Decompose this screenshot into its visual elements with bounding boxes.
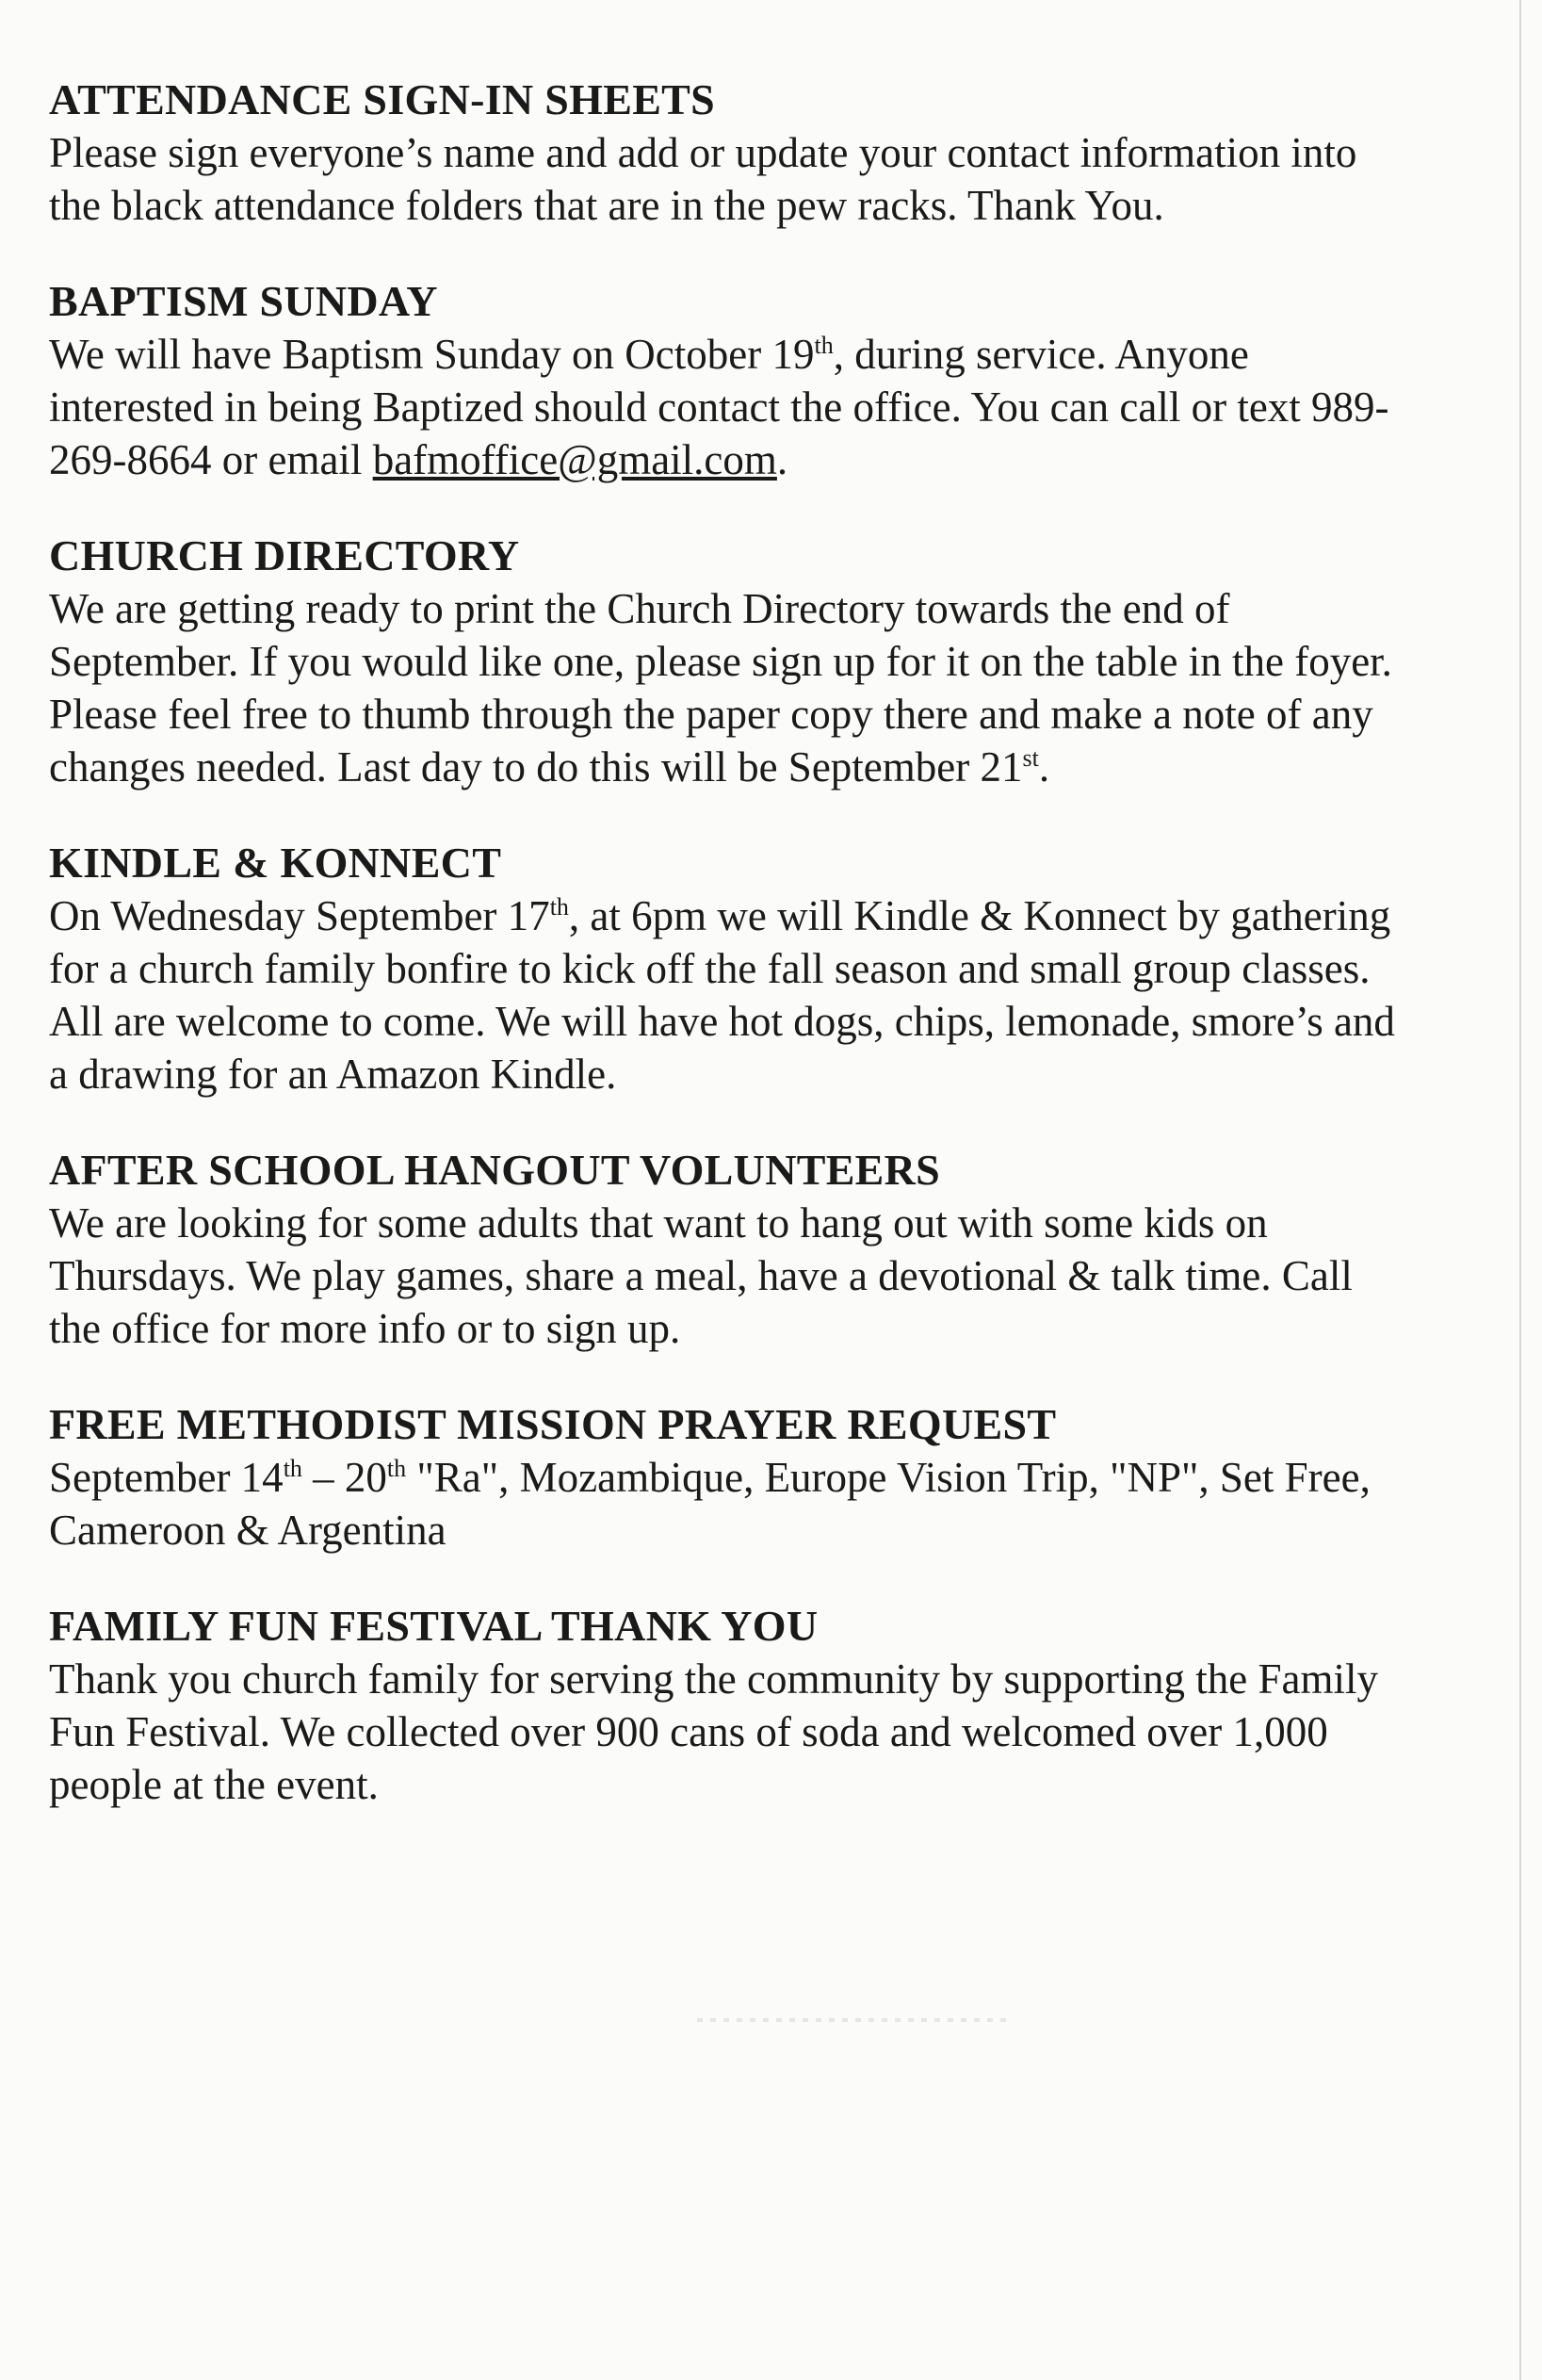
section-body xyxy=(49,1451,1396,1557)
body-text: September 14 xyxy=(49,1454,284,1501)
ordinal-suffix: th xyxy=(814,332,834,359)
section-heading: AFTER SCHOOL HANGOUT VOLUNTEERS xyxy=(49,1146,941,1194)
section-heading: FAMILY FUN FESTIVAL THANK YOU xyxy=(49,1602,819,1650)
section-mission-prayer xyxy=(49,1398,1396,1557)
section-body: Please sign everyone’s name and add or update your contact information into the black attendance folders that are in the pew racks. Thank You. xyxy=(49,129,1357,229)
section-heading: KINDLE & KONNECT xyxy=(49,839,502,887)
section-church-directory xyxy=(49,530,1396,793)
section-heading: CHURCH DIRECTORY xyxy=(49,531,520,579)
section-body: Thank you church family for serving the community by supporting the Family Fun Festival. We collected over 900 cans of soda and welcomed over 1,000 people at the event. xyxy=(49,1655,1378,1808)
body-text: We are getting ready to print the Church Directory towards the end of September. If you would like one, please sign up for it on the table in the foyer. Please feel free to thumb through the paper copy there and make a note of any changes needed. Last day to do this will be September 21 xyxy=(49,585,1392,791)
section-body xyxy=(49,328,1396,486)
section-heading: ATTENDANCE SIGN-IN SHEETS xyxy=(49,75,716,123)
ordinal-suffix: th xyxy=(386,1455,407,1482)
section-body: We are looking for some adults that want to hang out with some kids on Thursdays. We play games, share a meal, have a devotional & talk time. Call the office for more info or to sign up. xyxy=(49,1199,1353,1352)
page-edge-divider xyxy=(1519,0,1521,2380)
body-text: , during service. Anyone interested in being Baptized should contact the office. You can call or text 989-269-8664 or email xyxy=(49,331,1389,483)
body-text: , at 6pm we will Kindle & Konnect by gathering for a church family bonfire to kick off the fall season and small group classes. All are welcome to come. We will have hot dogs, chips, lemonade, smore’s and a drawing for an Amazon Kindle. xyxy=(49,892,1395,1098)
body-text: "Ra", Mozambique, Europe Vision Trip, "NP", Set Free, Cameroon & Argentina xyxy=(49,1454,1371,1554)
bulletin-page xyxy=(49,73,1396,1854)
section-attendance xyxy=(49,73,1396,232)
body-text: . xyxy=(776,436,788,483)
section-body xyxy=(49,889,1396,1100)
body-text: – 20 xyxy=(301,1454,387,1501)
section-heading: BAPTISM SUNDAY xyxy=(49,277,438,325)
body-text: . xyxy=(1038,743,1050,791)
section-heading: FREE METHODIST MISSION PRAYER REQUEST xyxy=(49,1400,1057,1448)
section-baptism xyxy=(49,275,1396,486)
section-body xyxy=(49,582,1396,793)
section-after-school xyxy=(49,1144,1396,1355)
section-family-fun xyxy=(49,1600,1396,1811)
ordinal-suffix: st xyxy=(1022,744,1039,772)
ordinal-suffix: th xyxy=(283,1455,302,1482)
body-text: We will have Baptism Sunday on October 19 xyxy=(49,331,815,378)
section-kindle-konnect xyxy=(49,837,1396,1100)
body-text: On Wednesday September 17 xyxy=(49,892,550,939)
faint-bleed-through xyxy=(697,2018,1008,2022)
email-link[interactable]: bafmoffice@gmail.com xyxy=(372,436,777,483)
ordinal-suffix: th xyxy=(549,893,569,921)
